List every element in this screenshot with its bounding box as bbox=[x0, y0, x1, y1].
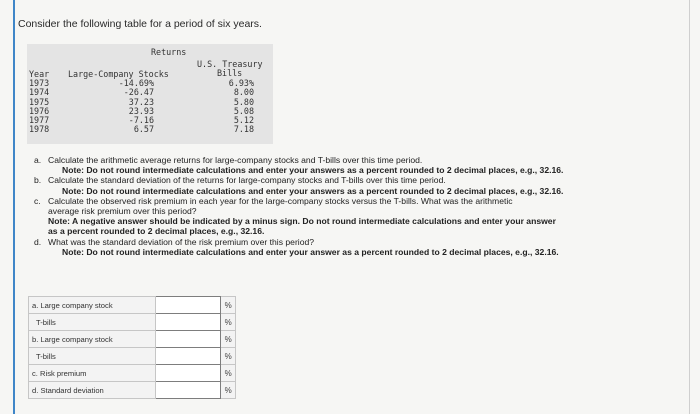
answer-row bbox=[29, 297, 236, 314]
risk-premium-stdev-input[interactable] bbox=[156, 382, 221, 399]
answer-label: T-bills bbox=[29, 314, 156, 331]
question-text: What was the standard deviation of the risk premium over this period? bbox=[48, 236, 315, 247]
question-label: a. bbox=[34, 155, 42, 165]
year-cell: 1976 bbox=[29, 105, 50, 116]
percent-sign: % bbox=[221, 297, 236, 314]
risk-premium-input[interactable] bbox=[156, 365, 221, 382]
question-a bbox=[34, 155, 674, 175]
tbill-header-line2: Bills bbox=[217, 68, 243, 78]
question-text: Calculate the observed risk premium in each year for the large-company stocks versus the T-bills. What was the arithmetic bbox=[48, 195, 513, 206]
large-stock-average-input[interactable] bbox=[156, 297, 221, 314]
question-note: Note: A negative answer should be indicated by a minus sign. Do not round intermediate calculations and enter your answer bbox=[48, 216, 556, 227]
questions-list bbox=[34, 155, 674, 257]
year-cell: 1974 bbox=[29, 87, 50, 98]
answer-table bbox=[28, 296, 236, 399]
large-return-cell: 6.57 bbox=[133, 124, 154, 135]
table-row bbox=[27, 125, 273, 134]
tbill-return-cell: 7.18 bbox=[233, 124, 254, 135]
year-cell: 1973 bbox=[29, 78, 50, 88]
intro-text: Consider the following table for a period of six years. bbox=[18, 18, 262, 30]
question-note: Note: Do not round intermediate calculations and enter your answer as a percent rounded to 2 decimal places, e.g., 32.16. bbox=[62, 246, 559, 257]
question-label: d. bbox=[34, 236, 42, 247]
question-note: Note: Do not round intermediate calculations and enter your answers as a percent rounded to 2 decimal places, e.g., 32.16. bbox=[62, 165, 564, 176]
year-cell: 1977 bbox=[29, 115, 50, 126]
year-header: Year bbox=[29, 69, 50, 79]
large-company-header: Large-Company Stocks bbox=[68, 69, 169, 79]
large-return-cell: 23.93 bbox=[128, 105, 154, 116]
answer-label: T-bills bbox=[29, 348, 156, 365]
year-cell: 1975 bbox=[29, 96, 50, 107]
answer-row bbox=[29, 365, 236, 382]
tbill-header-line1: U.S. Treasury bbox=[197, 59, 263, 69]
question-text: Calculate the arithmetic average returns for large-company stocks and T-bills over this time period. bbox=[48, 155, 423, 165]
tbill-return-cell: 5.80 bbox=[233, 96, 254, 107]
large-return-cell: 37.23 bbox=[128, 96, 154, 107]
answer-label: b. Large company stock bbox=[29, 331, 156, 348]
large-return-cell: -7.16 bbox=[128, 115, 154, 126]
answer-row bbox=[29, 382, 236, 399]
question-c bbox=[34, 196, 674, 237]
question-d bbox=[34, 237, 674, 257]
answer-label: a. Large company stock bbox=[29, 297, 156, 314]
year-cell: 1978 bbox=[29, 124, 50, 135]
returns-table bbox=[27, 44, 273, 144]
question-text: Calculate the standard deviation of the returns for large-company stocks and T-bills over this time period. bbox=[48, 175, 446, 186]
tbill-return-cell: 6.93% bbox=[228, 78, 254, 88]
answer-row bbox=[29, 348, 236, 365]
returns-header: Returns bbox=[151, 47, 187, 57]
large-return-cell: -14.69% bbox=[118, 78, 154, 88]
answer-label: c. Risk premium bbox=[29, 365, 156, 382]
large-return-cell: -26.47 bbox=[123, 87, 154, 98]
right-border bbox=[689, 0, 690, 414]
question-note: Note: Do not round intermediate calculations and enter your answers as a percent rounded to 2 decimal places, e.g., 32.16. bbox=[62, 185, 564, 196]
percent-sign: % bbox=[221, 365, 236, 382]
answer-row bbox=[29, 331, 236, 348]
percent-sign: % bbox=[221, 331, 236, 348]
large-stock-stdev-input[interactable] bbox=[156, 331, 221, 348]
question-label: b. bbox=[34, 175, 42, 186]
tbill-stdev-input[interactable] bbox=[156, 348, 221, 365]
tbill-return-cell: 5.12 bbox=[233, 115, 254, 126]
answer-label: d. Standard deviation bbox=[29, 382, 156, 399]
question-text-cont: average risk premium over this period? bbox=[48, 206, 197, 217]
percent-sign: % bbox=[221, 382, 236, 399]
tbill-average-input[interactable] bbox=[156, 314, 221, 331]
percent-sign: % bbox=[221, 314, 236, 331]
left-border bbox=[13, 0, 15, 414]
answer-row bbox=[29, 314, 236, 331]
question-label: c. bbox=[34, 195, 41, 206]
tbill-return-cell: 5.08 bbox=[233, 105, 254, 116]
percent-sign: % bbox=[221, 348, 236, 365]
question-note-cont: as a percent rounded to 2 decimal places, e.g., 32.16. bbox=[48, 226, 265, 237]
question-b bbox=[34, 175, 674, 195]
tbill-return-cell: 8.00 bbox=[233, 87, 254, 98]
